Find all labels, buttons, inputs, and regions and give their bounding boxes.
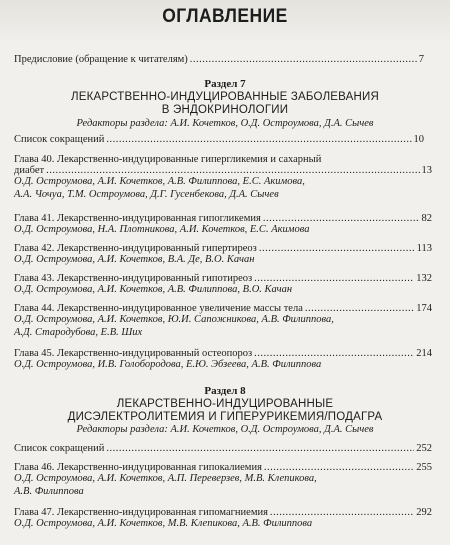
- toc-entry-abbrev-8[interactable]: [14, 443, 432, 454]
- toc-entry-chapter-40[interactable]: [14, 154, 432, 201]
- toc-entry-chapter-47[interactable]: [14, 507, 432, 531]
- authors-line1: О.Д. Остроумова, А.И. Кочетков, А.В. Филиппова, Е.С. Акимова,: [14, 176, 305, 187]
- toc-entry-chapter-43[interactable]: [14, 273, 432, 297]
- entry-page: 174: [416, 303, 432, 314]
- authors-line2: А.А. Чочуа, Т.М. Остроумова, Д.Г. Гусенбекова, Д.А. Сычев: [14, 188, 279, 200]
- authors-line1: О.Д. Остроумова, А.И. Кочетков, А.П. Переверзев, М.В. Клепикова,: [14, 473, 317, 484]
- section-7-title: [0, 91, 450, 117]
- entry-title: Глава 43. Лекарственно-индуцированный гипотиреоз: [14, 273, 253, 284]
- section-8-heading: Раздел 8: [204, 385, 246, 397]
- entry-page: 10: [413, 134, 424, 145]
- entry-page: 113: [416, 243, 432, 254]
- entry-page: 292: [416, 507, 432, 518]
- section-7-heading: Раздел 7: [204, 78, 246, 90]
- chapter-authors: [14, 176, 432, 201]
- entry-title-line2: диабет: [14, 165, 45, 176]
- section-8-editors: Редакторы раздела: А.И. Кочетков, О.Д. Остроумова, Д.А. Сычев: [76, 424, 374, 435]
- entry-page: 255: [416, 462, 432, 473]
- toc-entry-preface[interactable]: [14, 54, 424, 65]
- toc-entry-chapter-42[interactable]: [14, 243, 432, 267]
- entry-page: 7: [418, 54, 424, 65]
- section-8-title-line1: ЛЕКАРСТВЕННО-ИНДУЦИРОВАННЫЕ: [116, 398, 334, 410]
- entry-title: Предисловие (обращение к читателям): [14, 54, 188, 65]
- leader-dots: [270, 507, 414, 518]
- chapter-authors: О.Д. Остроумова, Н.А. Плотникова, А.И. Кочетков, Е.С. Акимова: [14, 224, 310, 235]
- section-7-title-line1: ЛЕКАРСТВЕННО-ИНДУЦИРОВАННЫЕ ЗАБОЛЕВАНИЯ: [70, 91, 380, 103]
- leader-dots: [254, 348, 414, 359]
- leader-dots: [264, 462, 414, 473]
- toc-entry-chapter-44[interactable]: [14, 303, 432, 339]
- entry-page: 13: [421, 165, 432, 176]
- chapter-authors: О.Д. Остроумова, А.И. Кочетков, М.В. Клепикова, А.В. Филиппова: [14, 518, 313, 529]
- toc-entry-chapter-46[interactable]: [14, 462, 432, 498]
- chapter-authors: О.Д. Остроумова, А.И. Кочетков, А.В. Филиппова, В.О. Качан: [14, 284, 293, 295]
- authors-line2: А.В. Филиппова: [14, 485, 84, 497]
- entry-title: Глава 42. Лекарственно-индуцированный гипертиреоз: [14, 243, 257, 254]
- entry-title-line1: Глава 40. Лекарственно-индуцированные гипергликемия и сахарный: [14, 154, 322, 165]
- entry-title: Глава 44. Лекарственно-индуцированное увеличение массы тела: [14, 303, 303, 314]
- entry-page: 252: [416, 443, 432, 454]
- leader-dots: [259, 243, 415, 254]
- entry-title: Глава 47. Лекарственно-индуцированная гипомагниемия: [14, 507, 268, 518]
- page-title: ОГЛАВЛЕНИЕ: [162, 6, 288, 27]
- entry-title: Список сокращений: [14, 134, 105, 145]
- toc-entry-abbrev-7[interactable]: [14, 134, 424, 145]
- chapter-authors: О.Д. Остроумова, И.В. Голобородова, Е.Ю. Эбзеева, А.В. Филиппова: [14, 359, 322, 370]
- authors-line1: О.Д. Остроумова, А.И. Кочетков, Ю.И. Сапожникова, А.В. Филиппова,: [14, 314, 334, 325]
- leader-dots: [263, 213, 420, 224]
- leader-dots: [305, 303, 414, 314]
- entry-title: Глава 45. Лекарственно-индуцированный остеопороз: [14, 348, 253, 359]
- entry-page: 132: [416, 273, 432, 284]
- toc-entry-chapter-45[interactable]: [14, 348, 432, 372]
- section-8-title-line2: ДИСЭЛЕКТРОЛИТЕМИЯ И ГИПЕРУРИКЕМИЯ/ПОДАГРА: [67, 411, 383, 423]
- entry-page: 82: [421, 213, 432, 224]
- entry-title: Глава 46. Лекарственно-индуцированная гипокалиемия: [14, 462, 262, 473]
- authors-line2: А.Д. Стародубова, Е.В. Ших: [14, 326, 143, 338]
- leader-dots: [190, 54, 417, 65]
- leader-dots: [106, 134, 411, 145]
- leader-dots: [254, 273, 414, 284]
- leader-dots: [46, 165, 419, 176]
- leader-dots: [106, 443, 414, 454]
- entry-title: Список сокращений: [14, 443, 105, 454]
- entry-page: 214: [416, 348, 432, 359]
- section-7-title-line2: В ЭНДОКРИНОЛОГИИ: [161, 104, 289, 116]
- section-7-editors: Редакторы раздела: А.И. Кочетков, О.Д. Остроумова, Д.А. Сычев: [76, 118, 374, 129]
- chapter-authors: [14, 314, 432, 339]
- chapter-authors: О.Д. Остроумова, А.И. Кочетков, В.А. Де, В.О. Качан: [14, 254, 255, 265]
- entry-title: Глава 41. Лекарственно-индуцированная гипогликемия: [14, 213, 261, 224]
- toc-entry-chapter-41[interactable]: [14, 213, 432, 237]
- chapter-authors: [14, 473, 432, 498]
- section-8-title: [0, 398, 450, 424]
